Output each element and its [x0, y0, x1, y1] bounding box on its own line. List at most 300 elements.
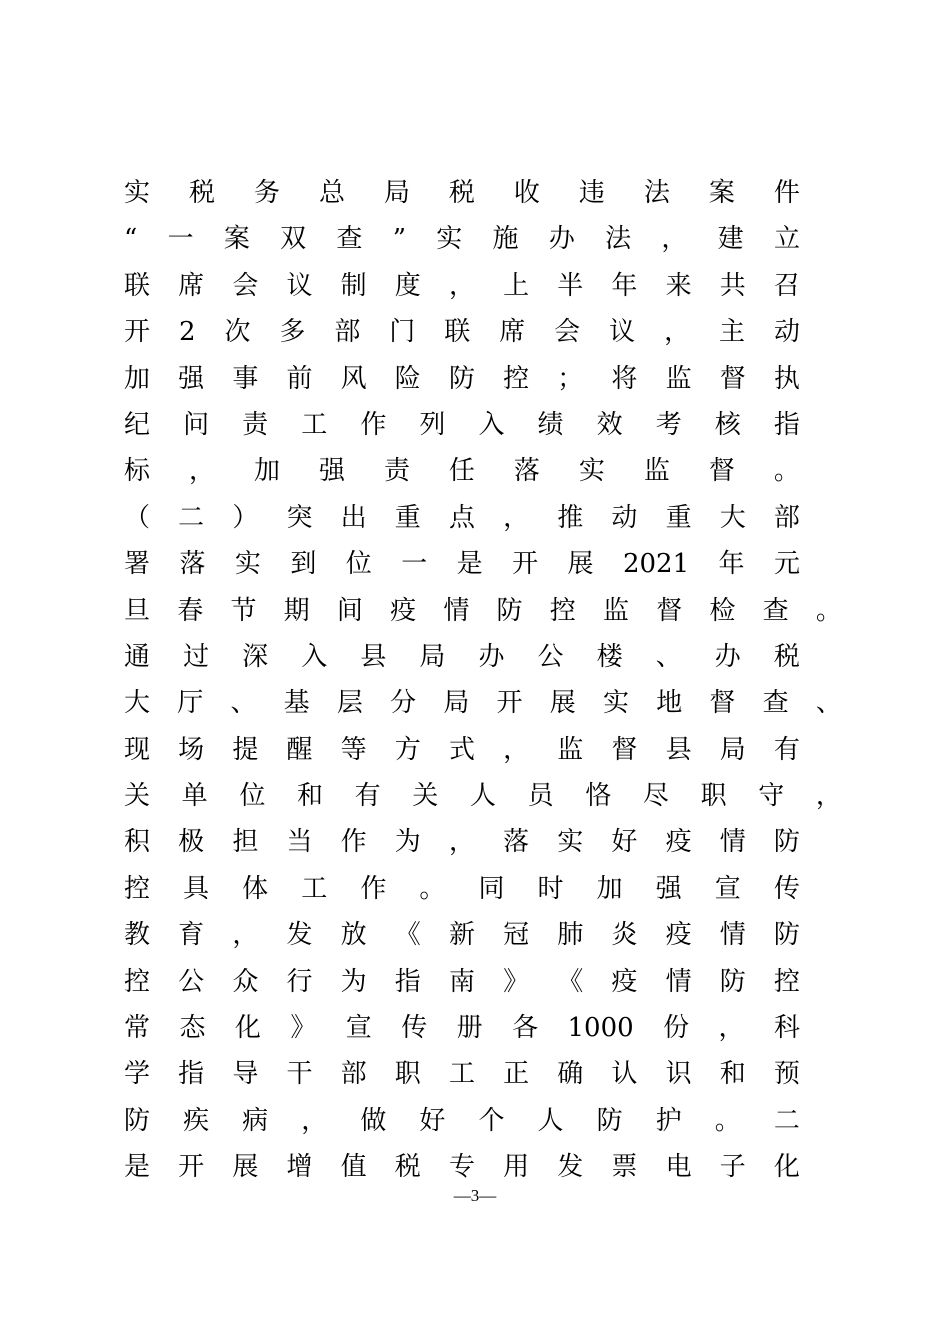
- text-glyph: 楼: [596, 641, 623, 672]
- text-glyph: 动: [773, 317, 800, 348]
- text-glyph: 厅: [177, 688, 204, 719]
- text-glyph: 人: [469, 781, 496, 812]
- text-glyph: 开: [496, 688, 523, 719]
- text-glyph: 位: [345, 549, 372, 580]
- text-glyph: 出: [340, 502, 367, 533]
- text-glyph: 实: [436, 224, 463, 255]
- text-glyph: 公: [537, 641, 564, 672]
- text-glyph: 》: [290, 1013, 317, 1044]
- text-glyph: 作: [360, 409, 387, 440]
- text-glyph: 实: [602, 688, 629, 719]
- text-glyph: 开: [178, 1152, 205, 1183]
- text-glyph: 年: [718, 549, 745, 580]
- text-glyph: 积: [124, 827, 151, 858]
- text-glyph: 二: [178, 502, 205, 533]
- text-glyph: 问: [183, 409, 210, 440]
- text-glyph: 施: [492, 224, 519, 255]
- text-glyph: 作: [340, 827, 367, 858]
- text-glyph: 部: [334, 317, 361, 348]
- text-glyph: 极: [178, 827, 205, 858]
- text-glyph: 期: [283, 595, 310, 626]
- text-glyph: 办: [714, 641, 741, 672]
- text-glyph: ；: [557, 363, 584, 394]
- text-glyph: 情: [665, 966, 692, 997]
- text-glyph: ，: [815, 781, 842, 812]
- text-glyph: 总: [318, 178, 345, 208]
- text-glyph: 《: [394, 920, 421, 951]
- text-glyph: 展: [549, 688, 576, 719]
- text-glyph: 建: [717, 224, 744, 255]
- text-glyph: 联: [444, 317, 471, 348]
- text-glyph: ”: [392, 224, 406, 255]
- text-glyph: 务: [253, 178, 280, 208]
- text-glyph: 指: [178, 1059, 205, 1090]
- text-glyph: 重: [394, 502, 421, 533]
- text-glyph: 2021: [622, 549, 690, 580]
- text-glyph: 关: [124, 781, 151, 812]
- text-glyph: 各: [512, 1013, 539, 1044]
- text-glyph: 南: [448, 966, 475, 997]
- text-line: [124, 216, 800, 262]
- text-glyph: 控: [124, 966, 151, 997]
- text-glyph: 共: [719, 270, 746, 301]
- text-glyph: 控: [549, 595, 576, 626]
- text-glyph: 重: [665, 502, 692, 533]
- text-glyph: 旦: [124, 595, 151, 626]
- text-glyph: （: [124, 502, 151, 533]
- text-glyph: 工: [301, 409, 328, 440]
- text-glyph: 二: [773, 1105, 800, 1136]
- text-glyph: 预: [773, 1059, 800, 1090]
- text-glyph: 护: [655, 1105, 682, 1136]
- text-glyph: 点: [448, 502, 475, 533]
- text-glyph: 子: [719, 1152, 746, 1183]
- text-glyph: 督: [656, 595, 683, 626]
- text-glyph: 开: [512, 549, 539, 580]
- text-glyph: 绩: [537, 409, 564, 440]
- text-glyph: 通: [124, 641, 151, 672]
- text-glyph: 收: [513, 178, 540, 208]
- text-glyph: 实: [557, 827, 584, 858]
- text-glyph: 督: [719, 363, 746, 394]
- text-glyph: 有: [354, 781, 381, 812]
- text-glyph: 席: [178, 270, 205, 301]
- text-glyph: 办: [478, 641, 505, 672]
- text-glyph: 尽: [642, 781, 669, 812]
- text-glyph: 众: [232, 966, 259, 997]
- text-glyph: 2: [178, 317, 196, 348]
- text-glyph: 员: [527, 781, 554, 812]
- text-glyph: 和: [296, 781, 323, 812]
- text-glyph: 新: [448, 920, 475, 951]
- text-glyph: 大: [719, 502, 746, 533]
- text-glyph: 值: [340, 1152, 367, 1183]
- text-glyph: 会: [554, 317, 581, 348]
- text-glyph: 正: [503, 1059, 530, 1090]
- text-line: [124, 1144, 800, 1190]
- text-glyph: 局: [443, 688, 470, 719]
- text-glyph: 和: [719, 1059, 746, 1090]
- text-glyph: 防: [773, 920, 800, 951]
- text-glyph: 局: [419, 641, 446, 672]
- text-glyph: 认: [611, 1059, 638, 1090]
- text-glyph: ，: [448, 827, 475, 858]
- text-glyph: 强: [655, 873, 682, 904]
- text-line: [124, 448, 800, 494]
- text-glyph: ）: [232, 502, 259, 533]
- text-glyph: 化: [773, 1152, 800, 1183]
- text-glyph: 度: [394, 270, 421, 301]
- text-glyph: 。: [714, 1105, 741, 1136]
- text-glyph: 情: [719, 827, 746, 858]
- text-glyph: 检: [709, 595, 736, 626]
- text-glyph: 督: [709, 688, 736, 719]
- text-glyph: 传: [773, 873, 800, 904]
- text-glyph: 识: [665, 1059, 692, 1090]
- text-glyph: 发: [286, 920, 313, 951]
- text-glyph: 控: [773, 966, 800, 997]
- text-glyph: 育: [178, 920, 205, 951]
- text-glyph: 宣: [714, 873, 741, 904]
- text-glyph: 疫: [390, 595, 417, 626]
- text-glyph: 防: [719, 966, 746, 997]
- text-glyph: 。: [815, 595, 842, 626]
- text-glyph: 放: [340, 920, 367, 951]
- text-glyph: 位: [239, 781, 266, 812]
- text-glyph: 次: [224, 317, 251, 348]
- text-glyph: 局: [719, 734, 746, 765]
- text-glyph: 工: [301, 873, 328, 904]
- text-glyph: 单: [181, 781, 208, 812]
- text-glyph: 署: [124, 549, 151, 580]
- text-glyph: 险: [394, 363, 421, 394]
- text-line: [124, 866, 800, 912]
- text-glyph: ，: [232, 920, 259, 951]
- text-glyph: 动: [611, 502, 638, 533]
- text-line: [124, 263, 800, 309]
- text-glyph: 用: [503, 1152, 530, 1183]
- text-glyph: 指: [773, 409, 800, 440]
- text-glyph: ，: [448, 270, 475, 301]
- text-line: [124, 634, 800, 680]
- text-glyph: “: [124, 224, 138, 255]
- text-line: [124, 912, 800, 958]
- text-glyph: 。: [419, 873, 446, 904]
- text-glyph: 冠: [503, 920, 530, 951]
- text-glyph: 法: [605, 224, 632, 255]
- text-glyph: 主: [719, 317, 746, 348]
- text-glyph: 落: [513, 456, 540, 487]
- text-glyph: 职: [700, 781, 727, 812]
- text-glyph: 作: [360, 873, 387, 904]
- text-glyph: 控: [124, 873, 151, 904]
- text-glyph: 当: [286, 827, 313, 858]
- text-glyph: 防: [448, 363, 475, 394]
- text-line: [124, 1098, 800, 1144]
- text-glyph: 个: [478, 1105, 505, 1136]
- text-glyph: 强: [318, 456, 345, 487]
- text-glyph: 办: [548, 224, 575, 255]
- text-glyph: 科: [773, 1013, 800, 1044]
- text-glyph: 案: [708, 178, 735, 208]
- text-line: [124, 1005, 800, 1051]
- text-glyph: 责: [383, 456, 410, 487]
- text-line: [124, 541, 800, 587]
- text-glyph: 核: [714, 409, 741, 440]
- text-glyph: 地: [656, 688, 683, 719]
- text-glyph: 展: [567, 549, 594, 580]
- text-glyph: 传: [401, 1013, 428, 1044]
- text-glyph: 为: [340, 966, 367, 997]
- text-glyph: 式: [448, 734, 475, 765]
- text-glyph: 1000: [567, 1013, 634, 1044]
- text-glyph: 来: [665, 270, 692, 301]
- text-glyph: 学: [124, 1059, 151, 1090]
- text-glyph: 半: [557, 270, 584, 301]
- text-glyph: 疾: [183, 1105, 210, 1136]
- text-glyph: 确: [557, 1059, 584, 1090]
- text-glyph: 席: [499, 317, 526, 348]
- text-glyph: 专: [448, 1152, 475, 1183]
- text-glyph: 、: [655, 641, 682, 672]
- text-glyph: 电: [665, 1152, 692, 1183]
- text-glyph: ，: [664, 317, 691, 348]
- text-glyph: 标: [124, 456, 151, 487]
- text-glyph: 防: [124, 1105, 151, 1136]
- text-glyph: 等: [340, 734, 367, 765]
- text-line: [124, 170, 800, 216]
- text-glyph: 做: [360, 1105, 387, 1136]
- text-glyph: 事: [232, 363, 259, 394]
- text-glyph: 深: [242, 641, 269, 672]
- text-line: [124, 402, 800, 448]
- text-glyph: 将: [611, 363, 638, 394]
- text-glyph: 一: [401, 549, 428, 580]
- text-glyph: 效: [596, 409, 623, 440]
- text-glyph: 实: [234, 549, 261, 580]
- text-glyph: 《: [557, 966, 584, 997]
- text-glyph: 肺: [557, 920, 584, 951]
- text-glyph: 会: [232, 270, 259, 301]
- text-glyph: 查: [762, 595, 789, 626]
- text-glyph: 时: [537, 873, 564, 904]
- text-glyph: 任: [448, 456, 475, 487]
- body-text: [124, 170, 844, 1191]
- text-glyph: 控: [503, 363, 530, 394]
- text-glyph: 税: [394, 1152, 421, 1183]
- text-glyph: 疫: [665, 827, 692, 858]
- text-glyph: 防: [773, 827, 800, 858]
- text-glyph: 行: [286, 966, 313, 997]
- text-glyph: 为: [394, 827, 421, 858]
- text-glyph: 春: [177, 595, 204, 626]
- text-glyph: ，: [661, 224, 688, 255]
- text-glyph: 督: [708, 456, 735, 487]
- text-line: [124, 959, 800, 1005]
- text-glyph: 有: [773, 734, 800, 765]
- text-glyph: 双: [280, 224, 307, 255]
- text-glyph: 展: [232, 1152, 259, 1183]
- text-glyph: 常: [124, 1013, 151, 1044]
- text-glyph: 查: [336, 224, 363, 255]
- text-glyph: 县: [665, 734, 692, 765]
- text-glyph: 基: [283, 688, 310, 719]
- text-glyph: 疫: [611, 966, 638, 997]
- text-glyph: 干: [286, 1059, 313, 1090]
- text-glyph: 税: [188, 178, 215, 208]
- text-glyph: 实: [124, 178, 151, 208]
- text-glyph: 部: [340, 1059, 367, 1090]
- text-glyph: 开: [124, 317, 151, 348]
- text-glyph: ，: [301, 1105, 328, 1136]
- text-glyph: 监: [602, 595, 629, 626]
- text-glyph: 提: [232, 734, 259, 765]
- text-glyph: 议: [609, 317, 636, 348]
- text-glyph: 案: [223, 224, 250, 255]
- text-glyph: 醒: [286, 734, 313, 765]
- text-glyph: 增: [286, 1152, 313, 1183]
- text-glyph: 列: [419, 409, 446, 440]
- text-glyph: ，: [503, 502, 530, 533]
- text-glyph: 考: [655, 409, 682, 440]
- text-glyph: 是: [124, 1152, 151, 1183]
- text-glyph: 到: [290, 549, 317, 580]
- text-glyph: 指: [394, 966, 421, 997]
- text-glyph: 监: [665, 363, 692, 394]
- text-glyph: 方: [394, 734, 421, 765]
- text-glyph: 担: [232, 827, 259, 858]
- text-glyph: ，: [718, 1013, 745, 1044]
- text-glyph: 情: [443, 595, 470, 626]
- text-glyph: 法: [643, 178, 670, 208]
- text-glyph: 导: [232, 1059, 259, 1090]
- text-glyph: 违: [578, 178, 605, 208]
- text-glyph: 加: [124, 363, 151, 394]
- text-glyph: 。: [773, 456, 800, 487]
- text-glyph: 监: [557, 734, 584, 765]
- text-glyph: 督: [611, 734, 638, 765]
- text-glyph: 立: [773, 224, 800, 255]
- text-line: [124, 588, 842, 634]
- text-glyph: 体: [242, 873, 269, 904]
- text-glyph: 好: [611, 827, 638, 858]
- text-glyph: 疫: [665, 920, 692, 951]
- text-glyph: 工: [448, 1059, 475, 1090]
- text-line: [124, 495, 800, 541]
- text-glyph: 间: [336, 595, 363, 626]
- text-line: [124, 309, 800, 355]
- text-glyph: 层: [336, 688, 363, 719]
- text-glyph: 元: [773, 549, 800, 580]
- text-glyph: ，: [503, 734, 530, 765]
- text-line: [124, 356, 800, 402]
- text-glyph: 守: [758, 781, 785, 812]
- text-glyph: 职: [394, 1059, 421, 1090]
- text-glyph: 现: [124, 734, 151, 765]
- text-glyph: 入: [478, 409, 505, 440]
- text-glyph: 、: [230, 688, 257, 719]
- text-line: [124, 773, 842, 819]
- text-glyph: 》: [503, 966, 530, 997]
- text-glyph: 是: [456, 549, 483, 580]
- text-glyph: 公: [178, 966, 205, 997]
- text-glyph: 一: [167, 224, 194, 255]
- text-glyph: 部: [773, 502, 800, 533]
- text-glyph: 好: [419, 1105, 446, 1136]
- text-glyph: 节: [230, 595, 257, 626]
- text-glyph: 强: [178, 363, 205, 394]
- text-glyph: 票: [611, 1152, 638, 1183]
- text-glyph: 份: [663, 1013, 690, 1044]
- text-glyph: 制: [340, 270, 367, 301]
- text-glyph: 执: [773, 363, 800, 394]
- text-glyph: 过: [183, 641, 210, 672]
- text-glyph: 监: [643, 456, 670, 487]
- text-glyph: 突: [286, 502, 313, 533]
- text-glyph: 病: [242, 1105, 269, 1136]
- text-glyph: 风: [340, 363, 367, 394]
- text-glyph: 门: [389, 317, 416, 348]
- text-line: [124, 1051, 800, 1097]
- text-glyph: 关: [412, 781, 439, 812]
- text-glyph: 推: [557, 502, 584, 533]
- text-glyph: 实: [578, 456, 605, 487]
- text-glyph: 议: [286, 270, 313, 301]
- text-glyph: 上: [503, 270, 530, 301]
- text-glyph: 局: [383, 178, 410, 208]
- text-glyph: 恪: [585, 781, 612, 812]
- text-glyph: 联: [124, 270, 151, 301]
- text-glyph: 县: [360, 641, 387, 672]
- text-glyph: 税: [448, 178, 475, 208]
- text-glyph: 教: [124, 920, 151, 951]
- text-glyph: 责: [242, 409, 269, 440]
- text-glyph: 化: [234, 1013, 261, 1044]
- text-glyph: 册: [456, 1013, 483, 1044]
- text-glyph: 查: [762, 688, 789, 719]
- text-glyph: 大: [124, 688, 151, 719]
- text-glyph: 加: [253, 456, 280, 487]
- page-number: —3—: [453, 1186, 497, 1205]
- text-glyph: 件: [773, 178, 800, 208]
- text-glyph: 场: [178, 734, 205, 765]
- text-glyph: 召: [773, 270, 800, 301]
- text-glyph: 情: [719, 920, 746, 951]
- text-line: [124, 819, 800, 865]
- text-glyph: ，: [188, 456, 215, 487]
- text-glyph: 防: [596, 1105, 623, 1136]
- text-glyph: 态: [179, 1013, 206, 1044]
- text-glyph: 入: [301, 641, 328, 672]
- text-glyph: 宣: [345, 1013, 372, 1044]
- text-glyph: 发: [557, 1152, 584, 1183]
- text-glyph: 分: [390, 688, 417, 719]
- text-glyph: 人: [537, 1105, 564, 1136]
- text-glyph: 同: [478, 873, 505, 904]
- text-glyph: 加: [596, 873, 623, 904]
- text-glyph: 前: [286, 363, 313, 394]
- text-glyph: 多: [279, 317, 306, 348]
- text-glyph: 纪: [124, 409, 151, 440]
- text-glyph: 、: [815, 688, 842, 719]
- text-glyph: 炎: [611, 920, 638, 951]
- text-glyph: 年: [611, 270, 638, 301]
- text-glyph: 落: [179, 549, 206, 580]
- text-line: [124, 727, 800, 773]
- text-glyph: 具: [183, 873, 210, 904]
- text-glyph: 防: [496, 595, 523, 626]
- text-glyph: 落: [503, 827, 530, 858]
